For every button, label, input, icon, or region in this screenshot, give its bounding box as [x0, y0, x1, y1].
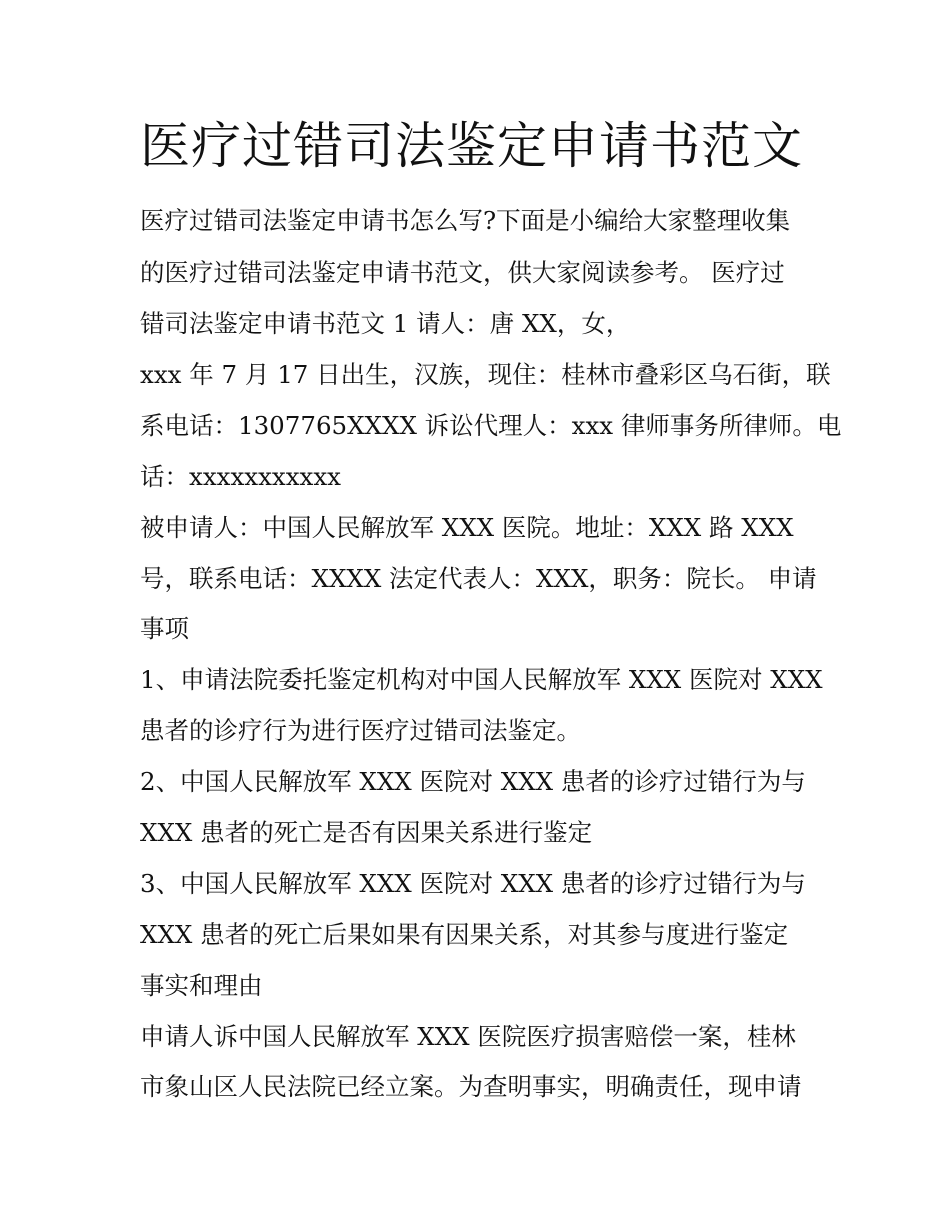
- body-line: XXX 患者的死亡是否有因果关系进行鉴定: [140, 818, 593, 847]
- body-line: 的医疗过错司法鉴定申请书范文，供大家阅读参考。 医疗过: [140, 258, 785, 287]
- body-line: xxx 年 7 月 17 日出生，汉族，现住：桂林市叠彩区乌石街，联: [140, 360, 831, 389]
- body-line: 错司法鉴定申请书范文 1 请人：唐 XX，女，: [140, 309, 631, 338]
- body-line: 1、申请法院委托鉴定机构对中国人民解放军 XXX 医院对 XXX: [140, 665, 823, 694]
- body-line: 系电话：1307765XXXX 诉讼代理人：xxx 律师事务所律师。电: [140, 411, 842, 440]
- body-line: 事实和理由: [140, 971, 263, 1000]
- body-line: 申请人诉中国人民解放军 XXX 医院医疗损害赔偿一案，桂林: [140, 1022, 796, 1051]
- document-title: 医疗过错司法鉴定申请书范文: [140, 117, 803, 175]
- body-line: 号，联系电话：XXXX 法定代表人：XXX，职务：院长。 申请: [140, 564, 817, 593]
- body-line: 话：xxxxxxxxxxx: [140, 462, 341, 491]
- body-line: 医疗过错司法鉴定申请书怎么写?下面是小编给大家整理收集: [140, 206, 791, 235]
- body-line: 2、中国人民解放军 XXX 医院对 XXX 患者的诊疗过错行为与: [140, 767, 806, 796]
- body-line: 事项: [140, 614, 189, 643]
- body-line: 市象山区人民法院已经立案。为查明事实，明确责任，现申请: [140, 1072, 802, 1101]
- body-line: 患者的诊疗行为进行医疗过错司法鉴定。: [140, 716, 581, 745]
- body-line: 3、中国人民解放军 XXX 医院对 XXX 患者的诊疗过错行为与: [140, 869, 806, 898]
- body-line: XXX 患者的死亡后果如果有因果关系，对其参与度进行鉴定: [140, 920, 789, 949]
- body-line: 被申请人：中国人民解放军 XXX 医院。地址：XXX 路 XXX: [140, 513, 794, 542]
